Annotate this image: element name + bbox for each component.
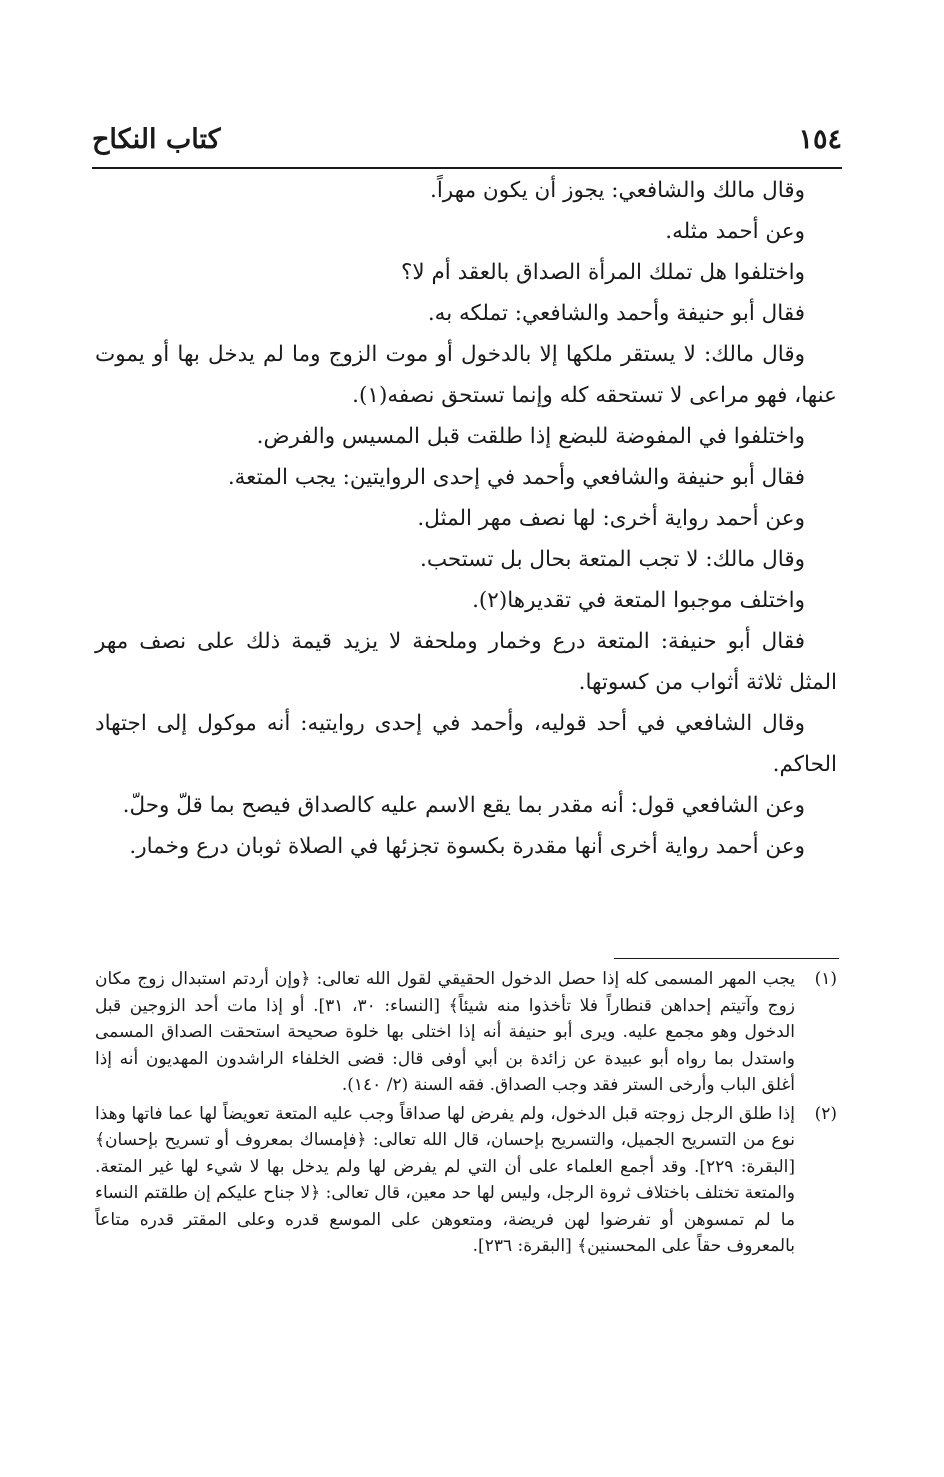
paragraph: فقال أبو حنيفة وأحمد والشافعي: تملكه به.: [427, 301, 805, 326]
paragraph: وقال مالك: لا يستقر ملكها إلا بالدخول أو موت الزوج وما لم يدخل بها أو يموت عنها، فهو مراعى لا تستحقه كله وإنما تستحق نصفه(١).: [95, 342, 837, 408]
footnote-number: (١): [814, 969, 837, 989]
paragraph: وعن أحمد مثله.: [665, 219, 805, 244]
paragraph: واختلفوا في المفوضة للبضع إذا طلقت قبل المسيس والفرض.: [256, 424, 805, 449]
footnote-separator: [614, 958, 839, 959]
header-rule: [92, 167, 842, 169]
running-title: كتاب النكاح: [92, 124, 221, 155]
paragraph: فقال أبو حنيفة والشافعي وأحمد في إحدى الروايتين: يجب المتعة.: [227, 465, 805, 490]
paragraph: وعن أحمد رواية أخرى: لها نصف مهر المثل.: [417, 506, 805, 531]
main-text: [95, 170, 837, 867]
paragraph: وعن الشافعي قول: أنه مقدر بما يقع الاسم عليه كالصداق فيصح بما قلّ وحلّ.: [122, 793, 805, 818]
footnote-text: إذا طلق الرجل زوجته قبل الدخول، ولم يفرض لها صداقاً وجب عليه المتعة تعويضاً لها عما فاتها وهذا نوع من التسريح الجميل، والتسريح بإحسان، قال الله تعالى: ﴿فإمساك بمعروف أو تسريح بإحسان﴾ [البقرة: ٢٢٩]. وقد أجمع العلماء على أن التي لم يفرض لها ولم يدخل بها لا شيء لها غير المتعة. والمتعة تختلف باختلاف ثروة الرجل، وليس لها حد معين، قال تعالى: ﴿لا جناح عليكم إن طلقتم النساء ما لم تمسوهن أو تفرضوا لهن فريضة، ومتعوهن على الموسع قدره وعلى المقتر قدره متاعاً بالمعروف حقاً على المحسنين﴾ [البقرة: ٢٣٦].: [95, 1103, 795, 1256]
footnote: [95, 1101, 837, 1260]
paragraph: وقال الشافعي في أحد قوليه، وأحمد في إحدى روايتيه: أنه موكول إلى اجتهاد الحاكم.: [95, 711, 837, 777]
paragraph: واختلفوا هل تملك المرأة الصداق بالعقد أم لا؟: [400, 260, 805, 285]
footnotes: [95, 966, 837, 1262]
footnote-number: (٢): [814, 1103, 837, 1124]
page-number: ١٥٤: [798, 124, 842, 155]
paragraph: واختلف موجبوا المتعة في تقديرها(٢).: [472, 588, 805, 613]
paragraph: وقال مالك: لا تجب المتعة بحال بل تستحب.: [419, 547, 805, 572]
footnote-text: يجب المهر المسمى كله إذا حصل الدخول الحقيقي لقول الله تعالى: ﴿وإن أردتم استبدال زوج مكان زوج وآتيتم إحداهن قنطاراً فلا تأخذوا منه شيئاً﴾ [النساء: ٣٠، ٣١]. أو إذا مات أحد الزوجين قبل الدخول وهو مجمع عليه. ويرى أبو حنيفة أنه إذا اختلى بها خلوة صحيحة استحقت الصداق المسمى واستدل بما رواه أبو عبيدة عن زائدة بن أبي أوفى قال: قضى الخلفاء الراشدون المهديون أنه إذا أغلق الباب وأرخى الستر فقد وجب الصداق. فقه السنة (٢/ ١٤٠).: [95, 969, 796, 1095]
paragraph: وقال مالك والشافعي: يجوز أن يكون مهراً.: [430, 178, 805, 203]
paragraph: وعن أحمد رواية أخرى أنها مقدرة بكسوة تجزئها في الصلاة ثوبان درع وخمار.: [129, 834, 805, 859]
paragraph: فقال أبو حنيفة: المتعة درع وخمار وملحفة لا يزيد قيمة ذلك على نصف مهر المثل ثلاثة أثواب من كسوتها.: [95, 629, 837, 695]
page-header: [92, 124, 842, 164]
footnote: [95, 966, 837, 1099]
